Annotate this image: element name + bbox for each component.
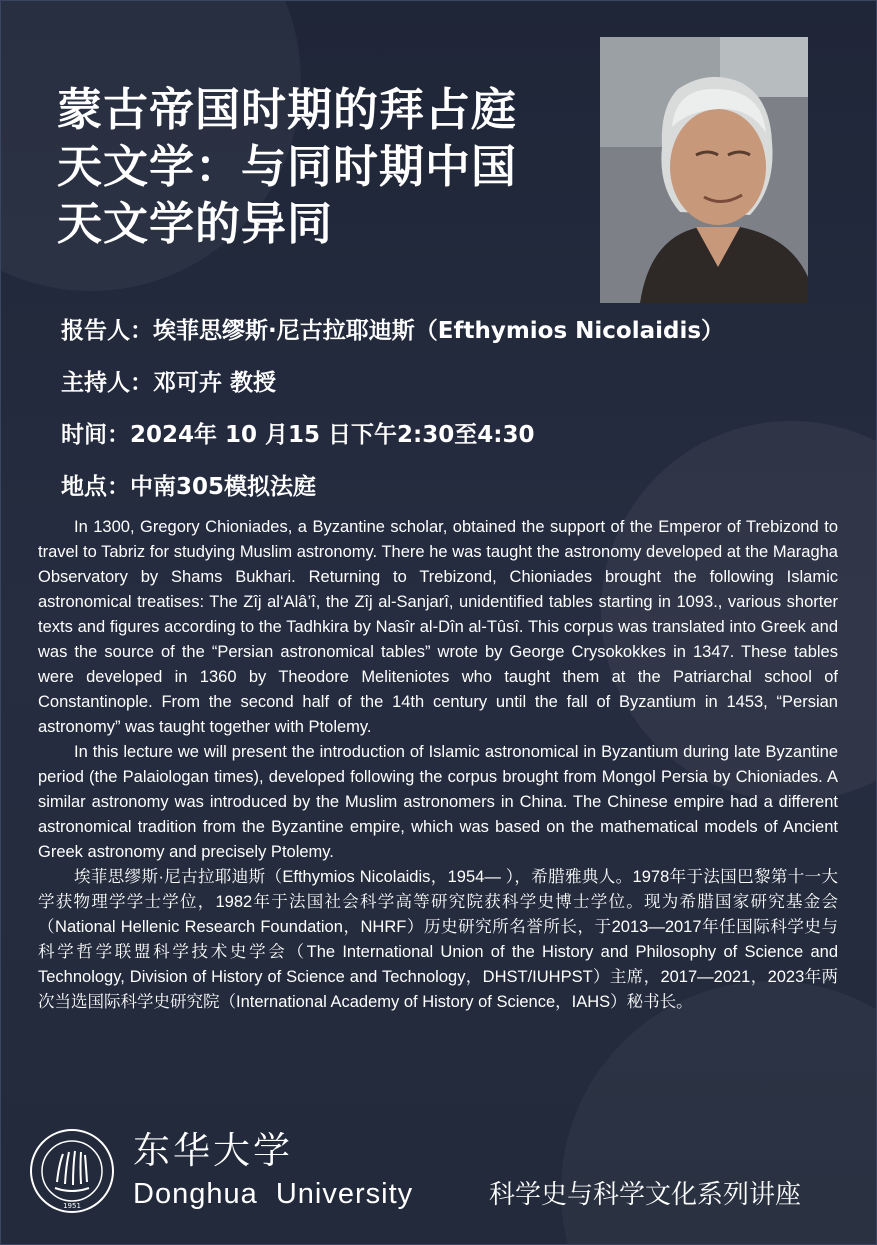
title-line-1: 蒙古帝国时期的拜占庭: [57, 83, 518, 136]
place-line: 地点：中南305模拟法庭: [61, 474, 317, 500]
abstract-paragraph-1: In 1300, Gregory Chioniades, a Byzantine scholar, obtained the support of the Emperor of Trebizond to travel to Tabriz for studying Muslim astronomy. There he was taught the astronomy developed at the Maragha Observatory by Shams Bukhari. Returning to Trebizond, Chioniades brought the following Islamic astronomical treatises: The Zîj al‘Alâ’î, the Zîj al-Sanjarî, unidentified tables starting in 1093., various shorter texts and figures according to the Tadhkira by Nasîr al-Dîn al-Tûsî. This corpus was translated into Greek and was the source of the “Persian astronomical tables” wrote by George Crysokokkes in 1347. These tables were developed in 1360 by Theodore Meliteniotes who taught them at the Patriarchal school of Constantinople. From the second half of the 14th century until the fall of Byzantium in 1453, “Persian astronomy” was taught together with Ptolemy.: [38, 518, 838, 736]
time-line: 时间：2024年 10 月15 日下午2:30至4:30: [61, 422, 535, 448]
university-name-en: Donghua University: [133, 1178, 414, 1210]
lecture-title: [57, 81, 577, 252]
lecture-info: [61, 311, 851, 519]
speaker-bio-paragraph: 埃菲思缪斯·尼古拉耶迪斯（Efthymios Nicolaidis，1954— ），希腊雅典人。1978年于法国巴黎第十一大学获物理学学士学位，1982年于法国社会科学高等研究院获科学史博士学位。现为希腊国家研究基金会（National Hellenic Research Foundation，NHRF）历史研究所名誉所长，于2013—2017年任国际科学史与科学哲学联盟科学技术史学会（The International Union of the History and Philosophy of Science and Technology, Division of History of Science and Technology，DHST/IUHPST）主席，2017—2021，2023年两次当选国际科学史研究院（International Academy of History of Science，IAHS）秘书长。: [38, 868, 838, 1011]
title-line-3: 天文学的异同: [57, 197, 334, 250]
speaker-portrait-image: [600, 37, 808, 303]
host-line: 主持人：邓可卉 教授: [61, 370, 277, 396]
title-line-2: 天文学：与同时期中国: [57, 140, 518, 193]
abstract-paragraph-2: In this lecture we will present the introduction of Islamic astronomical in Byzantium during late Byzantine period (the Palaiologan times), developed following the corpus brought from Mongol Persia by Chioniades. A similar astronomy was introduced by the Muslim astronomers in China. The Chinese empire had a different astronomical tradition from the Byzantine empire, which was based on the mathematical models of Ancient Greek astronomy and precisely Ptolemy.: [38, 743, 838, 861]
speaker-photo: [600, 37, 808, 303]
donghua-university-logo-icon: [29, 1128, 115, 1214]
lecture-abstract: [38, 515, 838, 1015]
university-name-cn: 东华大学: [133, 1129, 293, 1172]
speaker-line: 报告人：埃菲思缪斯·尼古拉耶迪斯（Efthymios Nicolaidis）: [61, 318, 725, 344]
lecture-series-name: 科学史与科学文化系列讲座: [489, 1180, 802, 1210]
logo-year: 1951: [63, 1202, 81, 1210]
